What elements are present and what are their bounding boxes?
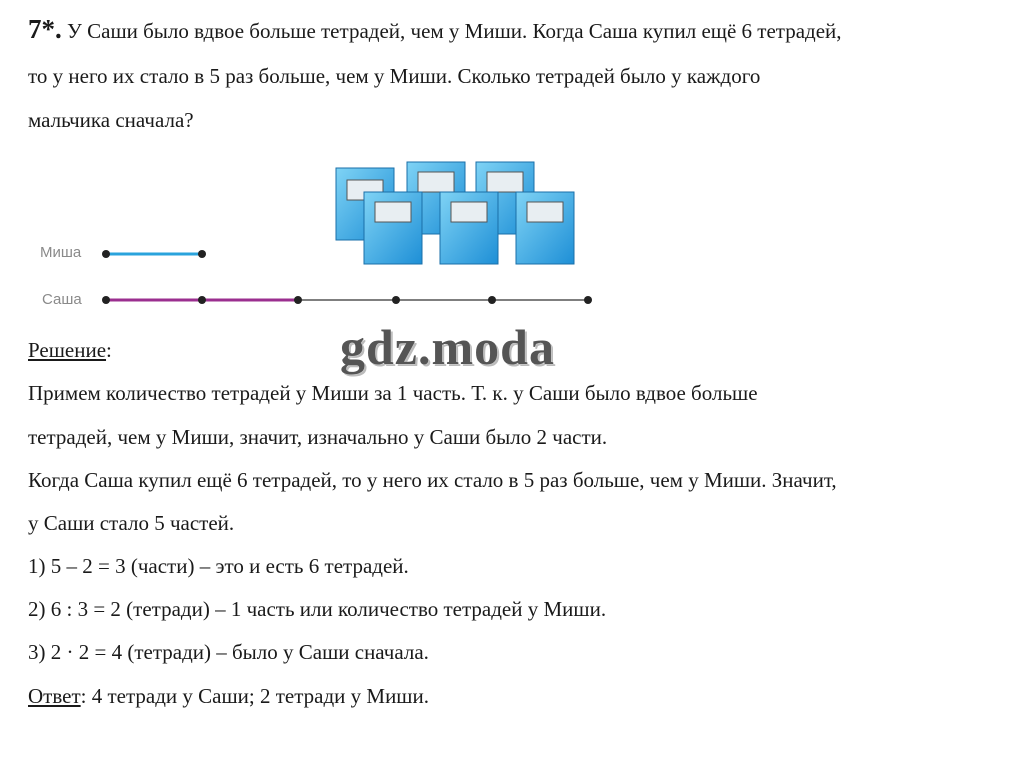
solution-paragraph-2: тетрадей, чем у Миши, значит, изначально у Саши было 2 части. xyxy=(28,425,608,449)
solution-heading-line xyxy=(28,338,112,363)
misha-segment xyxy=(102,250,206,258)
sasha-label: Саша xyxy=(42,291,82,308)
solution-paragraph-1: Примем количество тетрадей у Миши за 1 часть. Т. к. у Саши было вдвое больше xyxy=(28,381,758,405)
answer-text: : 4 тетради у Саши; 2 тетради у Миши. xyxy=(80,684,429,708)
watermark-logo: gdz.moda xyxy=(340,319,555,375)
solution-step-3: 3) 2 · 2 = 4 (тетради) – было у Саши сначала. xyxy=(28,640,429,664)
notebook-6 xyxy=(516,192,574,264)
notebooks-picture xyxy=(336,162,574,264)
solution-paragraph-3: Когда Саша купил ещё 6 тетрадей, то у него их стало в 5 раз больше, чем у Миши. Значит, xyxy=(28,468,837,492)
notebook-4 xyxy=(364,192,422,264)
task-line-3: мальчика сначала? xyxy=(28,108,194,132)
task-text-1: У Саши было вдвое больше тетрадей, чем у Миши. Когда Саша купил ещё 6 тетрадей, xyxy=(67,19,842,43)
solution-paragraph-4: у Саши стало 5 частей. xyxy=(28,511,235,535)
answer-label: Ответ xyxy=(28,684,81,708)
misha-label: Миша xyxy=(40,244,82,261)
task-number: 7*. xyxy=(28,14,62,44)
sasha-segment xyxy=(102,296,592,304)
solution-heading: Решение xyxy=(28,338,107,362)
solution-colon: : xyxy=(106,338,112,362)
solution-step-2: 2) 6 : 3 = 2 (тетради) – 1 часть или количество тетрадей у Миши. xyxy=(28,597,607,621)
task-line-2: то у него их стало в 5 раз больше, чем у Миши. Сколько тетрадей было у каждого xyxy=(28,64,761,88)
solution-step-1: 1) 5 – 2 = 3 (части) – это и есть 6 тетрадей. xyxy=(28,554,409,578)
notebook-5 xyxy=(440,192,498,264)
answer-line xyxy=(28,684,429,709)
